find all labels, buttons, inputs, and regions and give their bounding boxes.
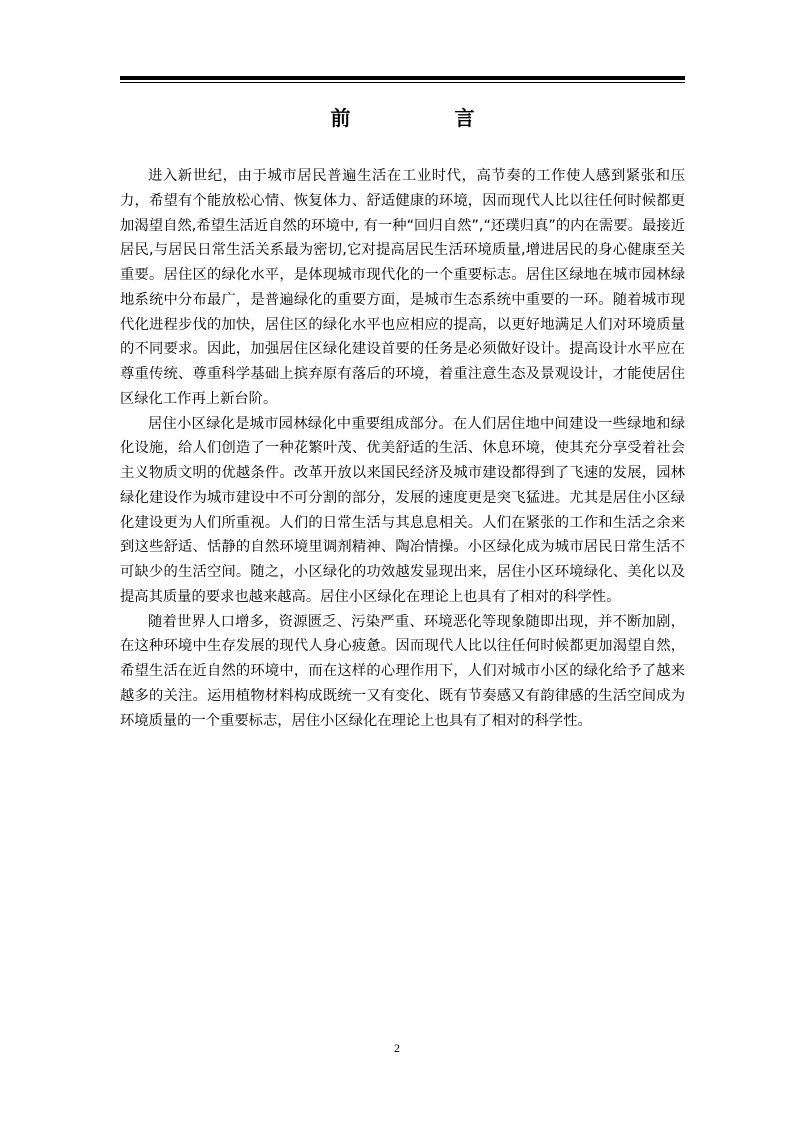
paragraph-1: 进入新世纪，由于城市居民普遍生活在工业时代，高节奏的工作使人感到紧张和压力，希望有个能放松心情、恢复体力、舒适健康的环境，因而现代人比以往任何时候都更加渴望自然,希望生活近自然的环境中, 有一种“回归自然”,“还璞归真”的内在需要。最接近居民,与居民日常生活关系最为密切,它对提高居民生活环境质量,增进居民的身心健康至关重要。居住区的绿化水平，是体现城市现代化的一个重要标志。居住区绿地在城市园林绿地系统中分布最广，是普遍绿化的重要方面，是城市生态系统中重要的一环。随着城市现代化进程步伐的加快，居住区的绿化水平也应相应的提高，以更好地满足人们对环境质量的不同要求。因此，加强居住区绿化建设首要的任务是必须做好设计。提高设计水平应在尊重传统、尊重科学基础上摈弃原有落后的环境，着重注意生态及景观设计，才能使居住区绿化工作再上新台阶。 (120, 168, 685, 407)
page-number: 2 (394, 1041, 400, 1055)
header-rule-thick (120, 76, 685, 80)
document-body (120, 164, 685, 733)
paragraph-2: 居住小区绿化是城市园林绿化中重要组成部分。在人们居住地中间建设一些绿地和绿化设施，给人们创造了一种花繁叶茂、优美舒适的生活、休息环境，使其充分享受着社会主义物质文明的优越条件。改革开放以来国民经济及城市建设都得到了飞速的发展，园林绿化建设作为城市建设中不可分割的部分，发展的速度更是突飞猛进。尤其是居住小区绿化建设更为人们所重视。人们的日常生活与其息息相关。人们在紧张的工作和生活之余来到这些舒适、恬静的自然环境里调剂精神、陶冶情操。小区绿化成为城市居民日常生活不可缺少的生活空间。随之，小区绿化的功效越发显现出来，居住小区环境绿化、美化以及提高其质量的要求也越来越高。居住小区绿化在理论上也具有了相对的科学性。 (120, 415, 685, 605)
paragraph-3: 随着世界人口增多，资源匮乏、污染严重、环境恶化等现象随即出现，并不断加剧，在这种环境中生存发展的现代人身心疲惫。因而现代人比以往任何时候都更加渴望自然，希望生活在近自然的环境中，而在这样的心理作用下，人们对城市小区的绿化给予了越来越多的关注。运用植物材料构成既统一又有变化、既有节奏感又有韵律感的生活空间成为环境质量的一个重要标志，居住小区绿化在理论上也具有了相对的科学性。 (120, 613, 685, 729)
page-title: 前 言 (330, 106, 517, 130)
header-rule-thin (120, 82, 685, 83)
